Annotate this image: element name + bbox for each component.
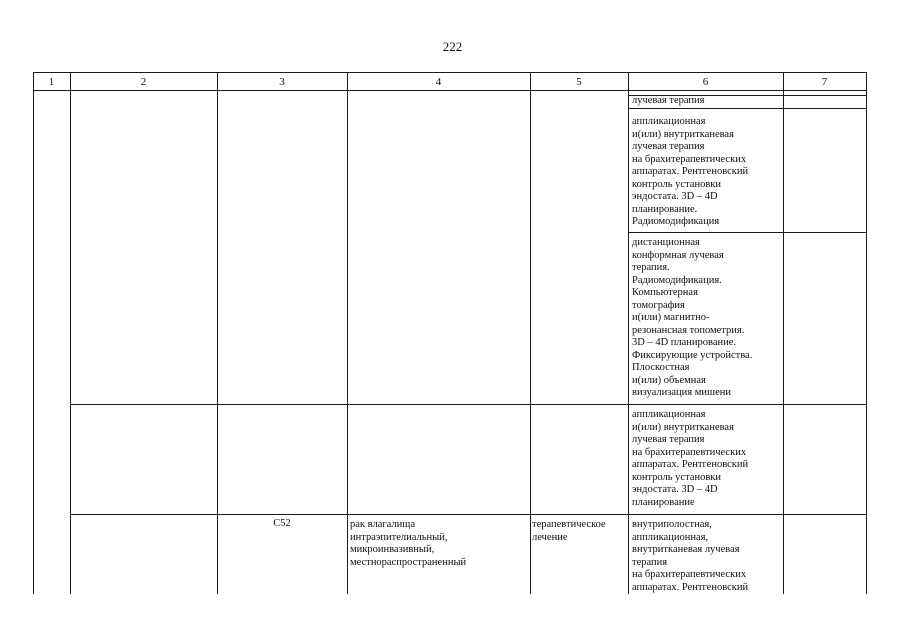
header-col-2: 2 xyxy=(140,76,147,88)
row-divider-group xyxy=(70,404,866,405)
header-col-1: 1 xyxy=(48,76,55,88)
method-cell-0: лучевая терапия xyxy=(632,95,705,106)
column-divider-2-3 xyxy=(217,72,218,594)
header-col-3: 3 xyxy=(279,76,285,88)
icd-code-cell: C52 xyxy=(273,518,291,529)
row-divider-group-2 xyxy=(70,514,866,515)
header-col-7: 7 xyxy=(821,76,828,88)
header-col-4: 4 xyxy=(435,76,442,88)
method-cell-2: дистанционная конформная лучевая терапия. Радиомодификация. Компьютерная томография и(или) магнитно- резонансная топометрия. 3D – 4D планирование. Фиксирующие устройства. Плоскостная и(или) объемная визуализация мишени xyxy=(632,237,753,398)
row-divider-col6-b xyxy=(628,232,866,233)
method-cell-1: аппликационная и(или) внутритканевая лучевая терапия на брахитерапевтических аппаратах. Рентгеновский контроль установки эндостата. 3D – 4D планирование. Радиомодификация xyxy=(632,116,749,227)
header-col-5: 5 xyxy=(576,76,582,88)
treatment-type-cell: терапевтическое лечение xyxy=(532,519,606,543)
table-border-right xyxy=(866,72,867,594)
page-number: 222 xyxy=(442,39,463,54)
header-divider xyxy=(33,90,867,91)
method-cell-3: аппликационная и(или) внутритканевая лучевая терапия на брахитерапевтических аппаратах. Рентгеновский контроль установки эндостата. 3D – 4D планирование xyxy=(632,409,749,508)
column-divider-3-4 xyxy=(347,72,348,594)
column-divider-1-2 xyxy=(70,72,71,594)
table-border-left xyxy=(33,72,34,594)
table-border-top xyxy=(33,72,867,73)
header-col-6: 6 xyxy=(702,76,709,88)
column-divider-4-5 xyxy=(530,72,531,594)
row-divider-col6-a xyxy=(628,108,866,109)
diagnosis-cell: рак влагалища интраэпителиальный, микроинвазивный, местнораспространенный xyxy=(350,519,467,568)
column-divider-5-6 xyxy=(628,72,629,594)
method-cell-4: внутриполостная, аппликационная, внутритканевая лучевая терапия на брахитерапевтических аппаратах. Рентгеновский xyxy=(632,519,749,593)
